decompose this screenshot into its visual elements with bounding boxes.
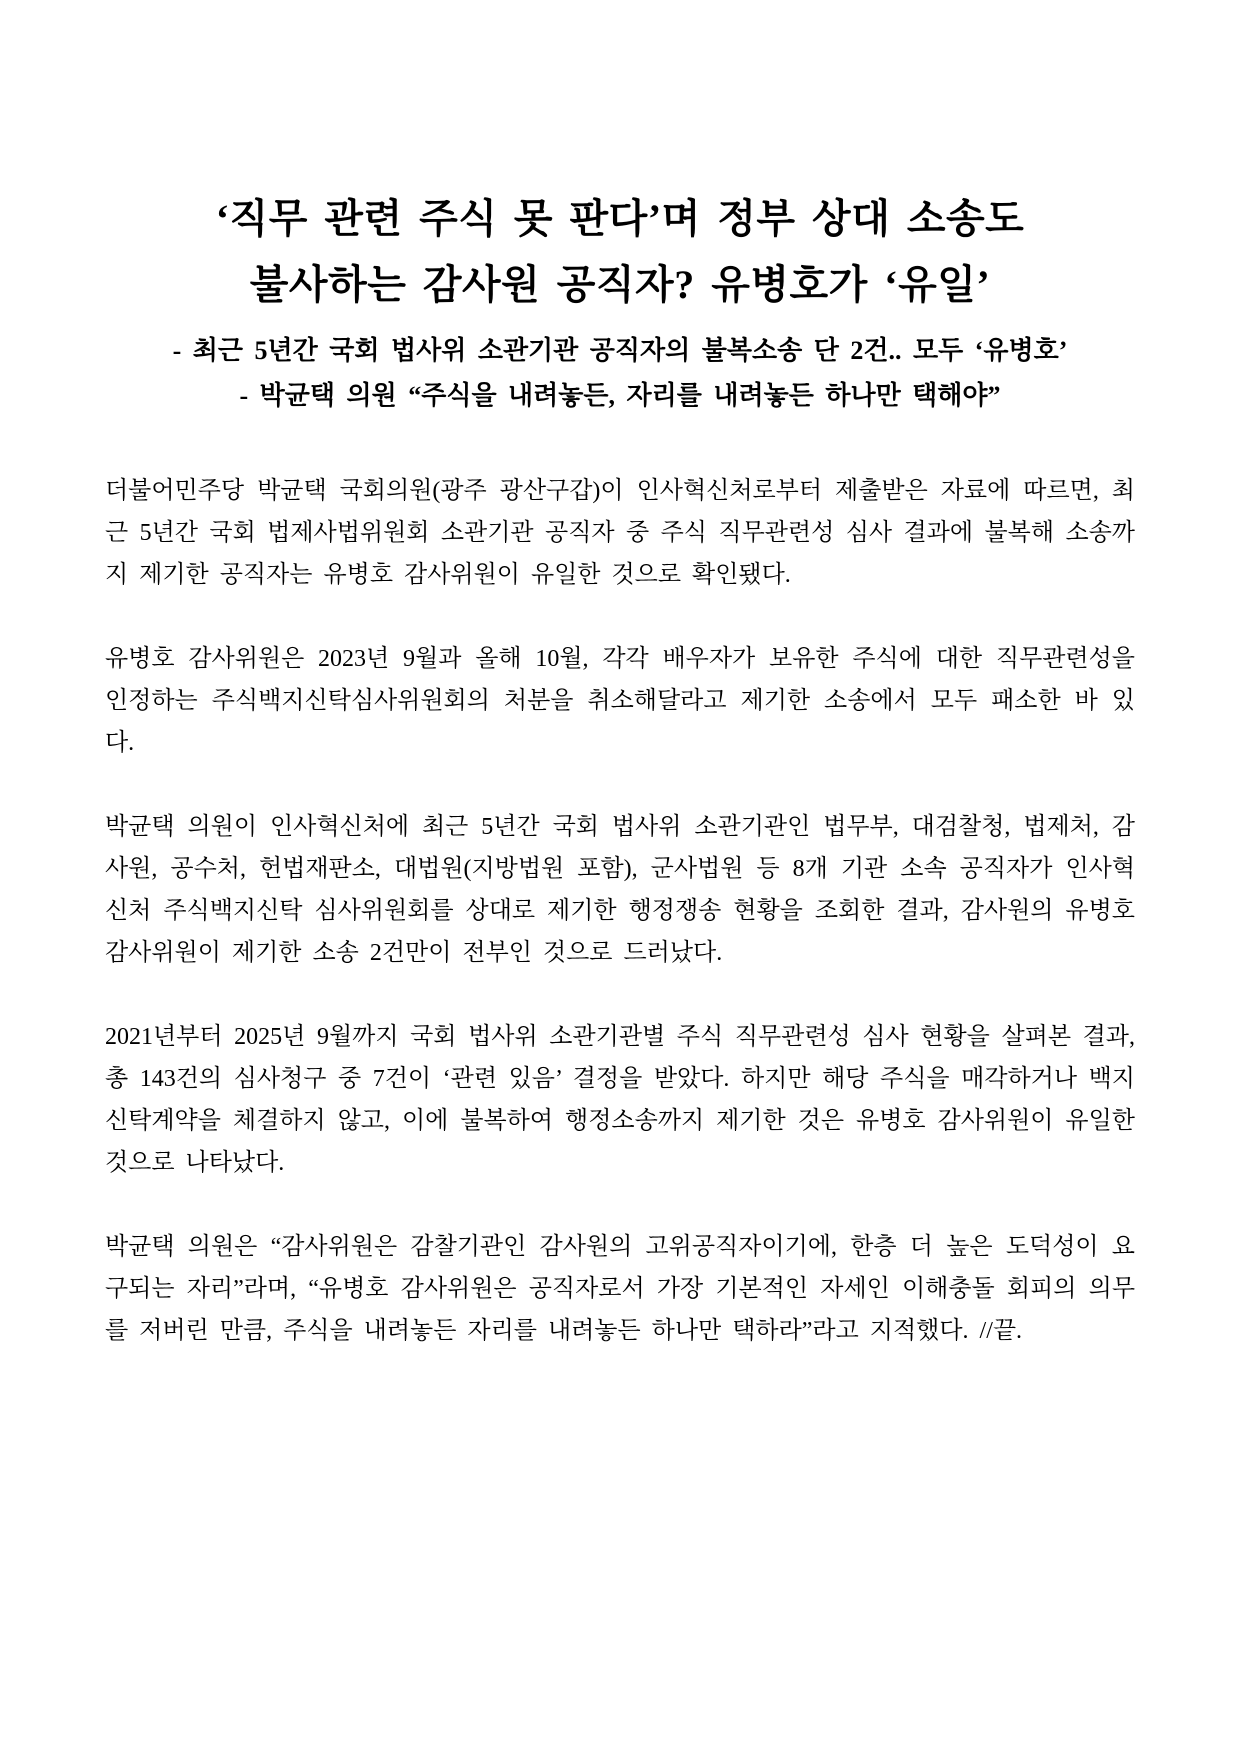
subtitle-line-1: - 최근 5년간 국회 법사위 소관기관 공직자의 불복소송 단 2건.. 모두 ‘유병호’ [172,336,1068,365]
title-line-1: ‘직무 관련 주식 못 판다’며 정부 상대 소송도 [215,196,1025,241]
subtitle-line-2: - 박균택 의원 “주식을 내려놓든, 자리를 내려놓든 하나만 택해야” [239,381,1001,410]
document-header [105,186,1135,418]
page-title [105,186,1135,318]
title-line-2: 불사하는 감사원 공직자? 유병호가 ‘유일’ [249,262,991,307]
paragraph-3: 박균택 의원이 인사혁신처에 최근 5년간 국회 법사위 소관기관인 법무부, 대검찰청, 법제처, 감사원, 공수처, 헌법재판소, 대법원(지방법원 포함), 군사법원 등 8개 기관 소속 공직자가 인사혁신처 주식백지신탁 심사위원회를 상대로 제기한 행정쟁송 현황을 조회한 결과, 감사원의 유병호 감사위원이 제기한 소송 2건만이 전부인 것으로 드러났다. [105,814,1135,966]
subtitle-block [105,328,1135,418]
paragraph-4: 2021년부터 2025년 9월까지 국회 법사위 소관기관별 주식 직무관련성 심사 현황을 살펴본 결과, 총 143건의 심사청구 중 7건이 ‘관련 있음’ 결정을 받았다. 하지만 해당 주식을 매각하거나 백지신탁계약을 체결하지 않고, 이에 불복하여 행정소송까지 제기한 것은 유병호 감사위원이 유일한 것으로 나타났다. [105,1024,1135,1176]
paragraph-2: 유병호 감사위원은 2023년 9월과 올해 10월, 각각 배우자가 보유한 주식에 대한 직무관련성을 인정하는 주식백지신탁심사위원회의 처분을 취소해달라고 제기한 소송에서 모두 패소한 바 있다. [105,646,1135,756]
paragraph-1: 더불어민주당 박균택 국회의원(광주 광산구갑)이 인사혁신처로부터 제출받은 자료에 따르면, 최근 5년간 국회 법제사법위원회 소관기관 공직자 중 주식 직무관련성 심사 결과에 불복해 소송까지 제기한 공직자는 유병호 감사위원이 유일한 것으로 확인됐다. [105,478,1135,588]
paragraph-5: 박균택 의원은 “감사위원은 감찰기관인 감사원의 고위공직자이기에, 한층 더 높은 도덕성이 요구되는 자리”라며, “유병호 감사위원은 공직자로서 가장 기본적인 자세인 이해충돌 회피의 의무를 저버린 만큼, 주식을 내려놓든 자리를 내려놓든 하나만 택하라”라고 지적했다. //끝. [105,1234,1135,1344]
document-body [105,470,1135,1352]
